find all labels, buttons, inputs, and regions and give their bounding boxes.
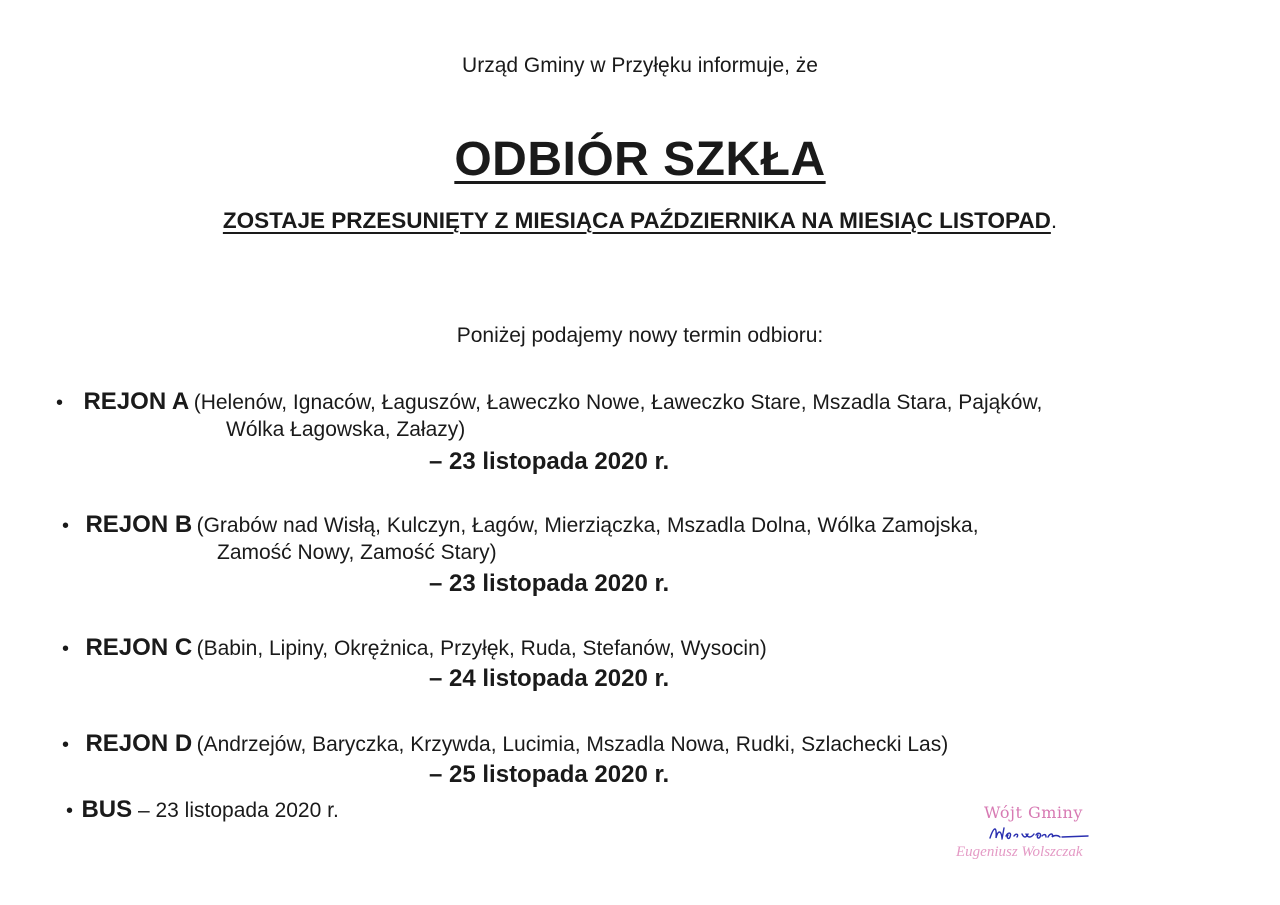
region-a-towns-cont: Wólka Łagowska, Załazy) [226,418,466,441]
bullet-icon: • [62,638,70,660]
bus-line [66,796,339,824]
region-c-line [62,634,767,662]
region-d-towns: (Andrzejów, Baryczka, Krzywda, Lucimia, Mszadla Nowa, Rudki, Szlachecki Las) [196,733,949,756]
intro-text: Urząd Gminy w Przyłęku informuje, że [462,54,818,77]
stamp-title: Wójt Gminy [984,803,1083,822]
region-a-line [56,388,1042,416]
region-b-towns: (Grabów nad Wisłą, Kulczyn, Łagów, Mierziączka, Mszadla Dolna, Wólka Zamojska, [196,514,979,537]
subheadline-period: . [1050,208,1058,233]
headline-text: ODBIÓR SZKŁA [454,133,826,186]
region-d-line [62,730,948,758]
region-b-name: REJON B [85,511,193,538]
region-c-name: REJON C [85,634,193,661]
bus-date: – 23 listopada 2020 r. [132,799,339,822]
region-d-name: REJON D [85,730,193,757]
signature-mark [988,822,1098,844]
subheadline [0,208,1280,234]
region-c-date: – 24 listopada 2020 r. [429,665,670,692]
stamp-name: Eugeniusz Wolszczak [956,844,1083,860]
subheadline-text: ZOSTAJE PRZESUNIĘTY Z MIESIĄCA PAŹDZIERNIKA NA MIESIĄC LISTOPAD [222,208,1051,233]
region-b-line [62,511,979,539]
region-b-towns-cont: Zamość Nowy, Zamość Stary) [217,541,497,564]
bullet-icon: • [66,800,74,822]
region-a-date: – 23 listopada 2020 r. [429,448,670,475]
bus-name: BUS [81,796,133,823]
region-d-date: – 25 listopada 2020 r. [429,761,670,788]
bullet-icon: • [62,734,70,756]
headline [0,132,1280,187]
region-c-towns: (Babin, Lipiny, Okrężnica, Przyłęk, Ruda, Stefanów, Wysocin) [196,637,767,660]
bullet-icon: • [62,515,70,537]
region-a-towns: (Helenów, Ignaców, Łaguszów, Ławeczko Nowe, Ławeczko Stare, Mszadla Stara, Pająków, [193,391,1043,414]
lead-text: Poniżej podajemy nowy termin odbioru: [456,324,824,347]
bullet-icon: • [56,392,64,414]
region-b-date: – 23 listopada 2020 r. [429,570,670,597]
region-a-name: REJON A [83,388,190,415]
